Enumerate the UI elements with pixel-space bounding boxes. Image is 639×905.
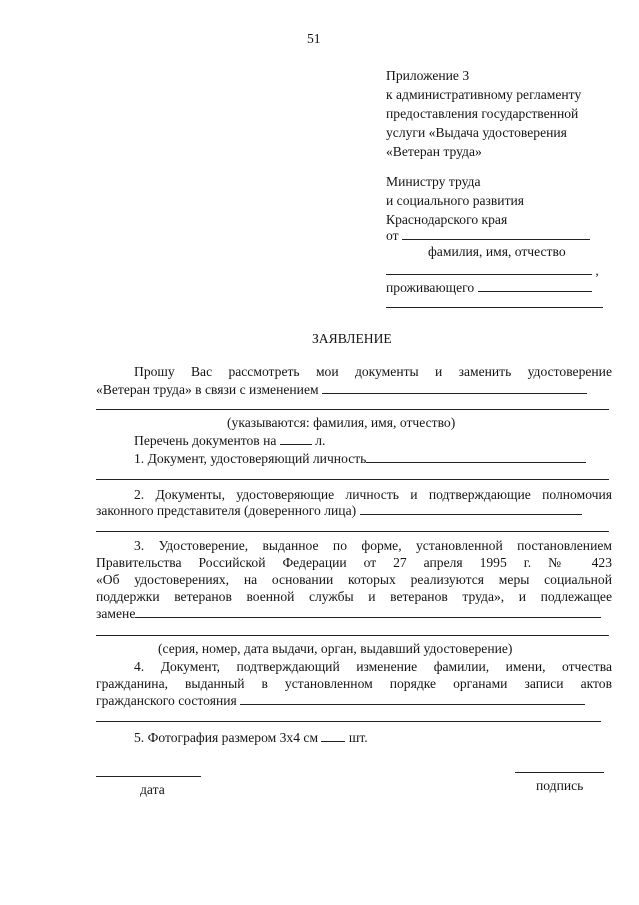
name-continuation-row: [386, 262, 599, 279]
addressee-block: [386, 172, 524, 229]
addressee-line: Министру труда: [386, 174, 481, 189]
appendix-line: к административному регламенту: [386, 87, 582, 102]
representative-document-field[interactable]: [360, 502, 582, 515]
item-2-line-2-row: [96, 502, 582, 519]
item-3-line-5-row: [96, 605, 601, 622]
item-2-line-1: 2. Документы, удостоверяющие личность и подтверждающие полномочия: [134, 487, 612, 502]
item-4-line-3-row: [96, 692, 585, 709]
request-line-2: [96, 381, 587, 398]
item-3-line-3: «Об удостоверениях, на основании которых реализуются меры социальной: [96, 572, 612, 587]
change-reason-field[interactable]: [322, 381, 587, 394]
comma: ,: [595, 263, 599, 278]
change-reason-field-2[interactable]: [96, 409, 609, 410]
item-4-line-1: 4. Документ, подтверждающий изменение фамилии, имени, отчества: [134, 659, 612, 674]
name-hint: фамилия, имя, отчество: [428, 244, 566, 259]
residing-label: проживающего: [386, 280, 475, 295]
item-4-line-2: гражданина, выданный в установленном порядке органами записи актов: [96, 676, 612, 691]
residing-row: [386, 279, 592, 296]
representative-document-field-2[interactable]: [96, 531, 609, 532]
signature-field[interactable]: [515, 772, 604, 773]
item-4-line-3: гражданского состояния: [96, 693, 237, 708]
item-3-line-1: 3. Удостоверение, выданное по форме, установленной постановлением: [134, 538, 612, 553]
item-2-line-2: законного представителя (доверенного лица): [96, 503, 357, 518]
appendix-line: предоставления государственной: [386, 106, 579, 121]
from-row: [386, 227, 590, 244]
name-continuation-field[interactable]: [386, 262, 592, 275]
item-3-line-4: поддержки ветеранов военной службы и ветеранов труда», и подлежащее: [96, 589, 612, 604]
photo-count-field[interactable]: [321, 729, 345, 742]
addressee-line: Краснодарского края: [386, 212, 508, 227]
date-field[interactable]: [96, 776, 201, 777]
documents-intro-label: Перечень документов на: [134, 433, 277, 448]
addressee-line: и социального развития: [386, 193, 525, 208]
request-hint: (указываются: фамилия, имя, отчество): [227, 415, 456, 430]
item-3-line-2: Правительства Российской Федерации от 27 апреля 1995 г. № 423: [96, 555, 612, 570]
item-5-row: [134, 729, 368, 746]
pages-count-field[interactable]: [280, 432, 312, 445]
item-5-text: 5. Фотография размером 3х4 см: [134, 730, 319, 745]
identity-document-field[interactable]: [366, 450, 586, 463]
item-1-text: 1. Документ, удостоверяющий личность: [134, 451, 367, 466]
appendix-line: услуги «Выдача удостоверения: [386, 125, 567, 140]
certificate-details-field-2[interactable]: [96, 635, 609, 636]
appendix-block: [386, 66, 581, 161]
appendix-line: Приложение 3: [386, 68, 470, 83]
item-5-unit: шт.: [348, 730, 368, 745]
page-number: 51: [307, 31, 321, 46]
appendix-line: «Ветеран труда»: [386, 144, 482, 159]
documents-intro: [134, 432, 325, 449]
civil-registry-document-field[interactable]: [240, 692, 585, 705]
item-3-hint: (серия, номер, дата выдачи, орган, выдавший удостоверение): [158, 641, 513, 656]
item-1-row: [134, 450, 586, 467]
date-label: дата: [140, 782, 165, 797]
request-line-1: Прошу Вас рассмотреть мои документы и заменить удостоверение: [134, 364, 612, 379]
pages-unit: л.: [315, 433, 326, 448]
identity-document-field-2[interactable]: [96, 479, 609, 480]
item-3-line-5: замене: [96, 606, 136, 621]
document-title: ЗАЯВЛЕНИЕ: [312, 331, 392, 346]
signature-label: подпись: [536, 778, 584, 793]
from-name-field[interactable]: [402, 227, 590, 240]
from-label: от: [386, 228, 399, 243]
residing-address-field-2[interactable]: [386, 307, 603, 308]
residing-address-field[interactable]: [478, 279, 592, 292]
request-line-2-text: «Ветеран труда» в связи с изменением: [96, 382, 319, 397]
certificate-details-field[interactable]: [135, 605, 601, 618]
civil-registry-document-field-2[interactable]: [96, 721, 601, 722]
